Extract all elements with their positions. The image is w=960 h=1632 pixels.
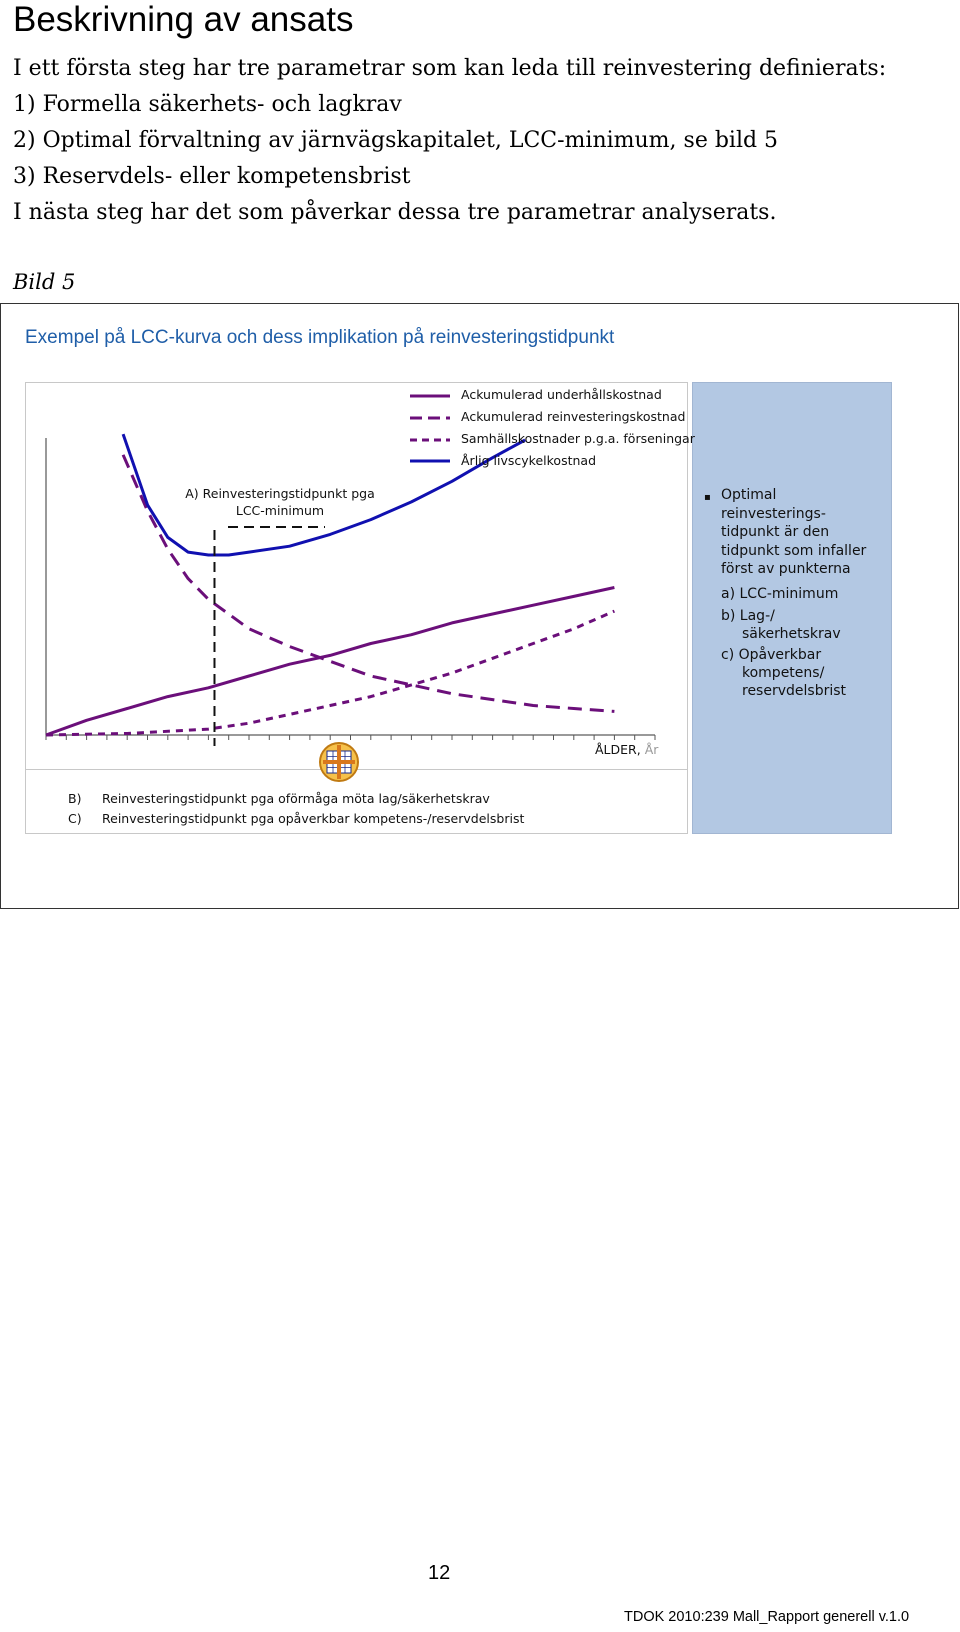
intro-conclusion: I nästa steg har det som påverkar dessa tre parametrar analyserats.	[13, 200, 777, 225]
document-footer: TDOK 2010:239 Mall_Rapport generell v.1.0	[624, 1609, 910, 1625]
sidebar-point-b-cont: säkerhetskrav	[742, 626, 841, 642]
sidebar-point-c-cont1: kompetens/	[742, 665, 825, 681]
figure-caption: Bild 5	[13, 270, 76, 294]
chart-curves	[46, 434, 614, 735]
sidebar-point-a: a) LCC-minimum	[721, 586, 839, 602]
intro-line: I ett första steg har tre parametrar som kan leda till reinvestering definierats:	[13, 56, 887, 81]
series-line-0	[46, 588, 614, 736]
note-b-text: Reinvesteringstidpunkt pga oförmåga möta lag/säkerhetskrav	[102, 791, 490, 806]
lcc-minimum-marker	[214, 527, 325, 746]
sidebar-point-c: c) Opåverkbar	[721, 647, 822, 663]
page-number: 12	[428, 1562, 451, 1584]
list-item-2: 2) Optimal förvaltning av järnvägskapitalet, LCC-minimum, se bild 5	[13, 128, 779, 153]
sidebar-point-c-cont2: reservdelsbrist	[742, 683, 847, 699]
sidebar-point-b: b) Lag-/	[721, 608, 775, 624]
list-item-3: 3) Reservdels- eller kompetensbrist	[13, 164, 411, 189]
note-c-text: Reinvesteringstidpunkt pga opåverkbar kompetens-/reservdelsbrist	[102, 811, 525, 826]
legend-item: Ackumulerad reinvesteringskostnad	[461, 409, 686, 424]
legend-item: Ackumulerad underhållskostnad	[461, 387, 662, 402]
legend-swatches	[410, 396, 450, 461]
legend-item: Årlig livscykelkostnad	[461, 453, 596, 468]
series-line-2	[46, 611, 614, 735]
list-item-1: 1) Formella säkerhets- och lagkrav	[13, 92, 402, 117]
chart-axes	[46, 438, 655, 740]
compass-emblem-icon	[320, 743, 358, 781]
lcc-minimum-annotation: A) Reinvesteringstidpunkt pga LCC-minimum	[185, 486, 375, 518]
bullet-icon: ▪	[704, 492, 711, 503]
page-heading: Beskrivning av ansats	[13, 0, 354, 39]
note-c-label: C)	[68, 811, 82, 826]
x-axis-label: ÅLDER, År	[595, 742, 659, 757]
sidebar-paragraph: Optimal reinvesterings- tidpunkt är den tidpunkt som infaller först av punkterna	[721, 487, 867, 577]
legend-item: Samhällskostnader p.g.a. förseningar	[461, 431, 695, 446]
note-b-label: B)	[68, 791, 82, 806]
figure-title: Exempel på LCC-kurva och dess implikation på reinvesteringstidpunkt	[25, 327, 615, 348]
